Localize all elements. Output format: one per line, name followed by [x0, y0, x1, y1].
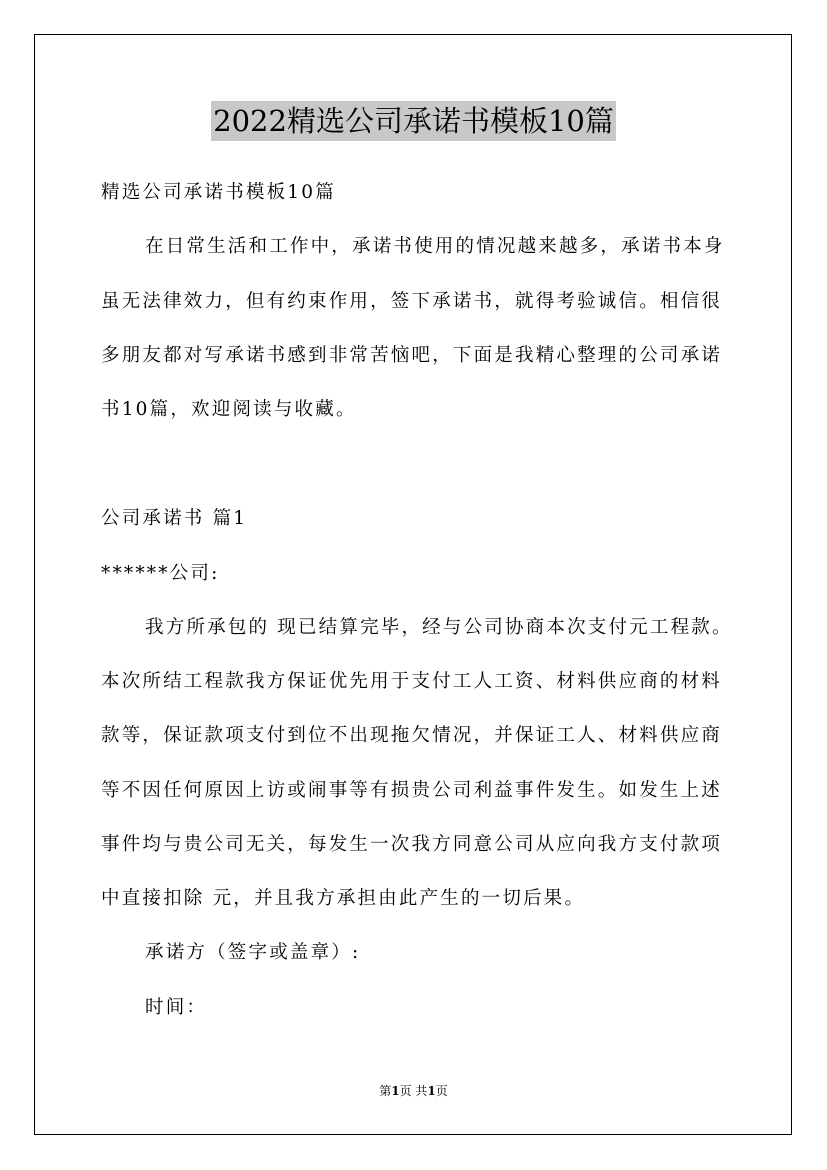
footer-page-suffix: 页 [435, 1084, 448, 1098]
body-line-5: 事件均与贵公司无关，每发生一次我方同意公司从应向我方支付款项 [101, 834, 723, 855]
footer-page-prefix: 第 [379, 1084, 392, 1098]
footer-page-current: 1 [391, 1084, 400, 1098]
body-line-4: 等不因任何原因上访或闹事等有损贵公司利益事件发生。如发生上述 [101, 780, 723, 801]
footer-page-total: 1 [427, 1084, 436, 1098]
document-subtitle: 精选公司承诺书模板10篇 [101, 182, 336, 203]
intro-line-1: 在日常生活和工作中，承诺书使用的情况越来越多，承诺书本身 [145, 236, 725, 257]
signature-label: 承诺方（签字或盖章）: [145, 942, 361, 963]
intro-line-3: 多朋友都对写承诺书感到非常苦恼吧，下面是我精心整理的公司承诺 [101, 345, 723, 366]
body-line-6: 中直接扣除 元，并且我方承担由此产生的一切后果。 [101, 888, 586, 909]
intro-line-4: 书10篇，欢迎阅读与收藏。 [101, 399, 357, 420]
title-container [0, 101, 827, 141]
addressee: ******公司: [101, 563, 220, 584]
document-title: 2022精选公司承诺书模板10篇 [211, 101, 616, 141]
body-line-3: 款等，保证款项支付到位不出现拖欠情况，并保证工人、材料供应商 [101, 725, 723, 746]
page-footer [0, 1083, 827, 1099]
body-line-2: 本次所结工程款我方保证优先用于支付工人工资、材料供应商的材料 [101, 671, 723, 692]
section-heading: 公司承诺书 篇1 [101, 508, 248, 529]
intro-line-2: 虽无法律效力，但有约束作用，签下承诺书，就得考验诚信。相信很 [101, 291, 723, 312]
footer-page-mid: 页 共 [399, 1084, 428, 1098]
body-line-1: 我方所承包的 现已结算完毕，经与公司协商本次支付元工程款。 [145, 617, 733, 638]
time-label: 时间： [145, 997, 208, 1018]
